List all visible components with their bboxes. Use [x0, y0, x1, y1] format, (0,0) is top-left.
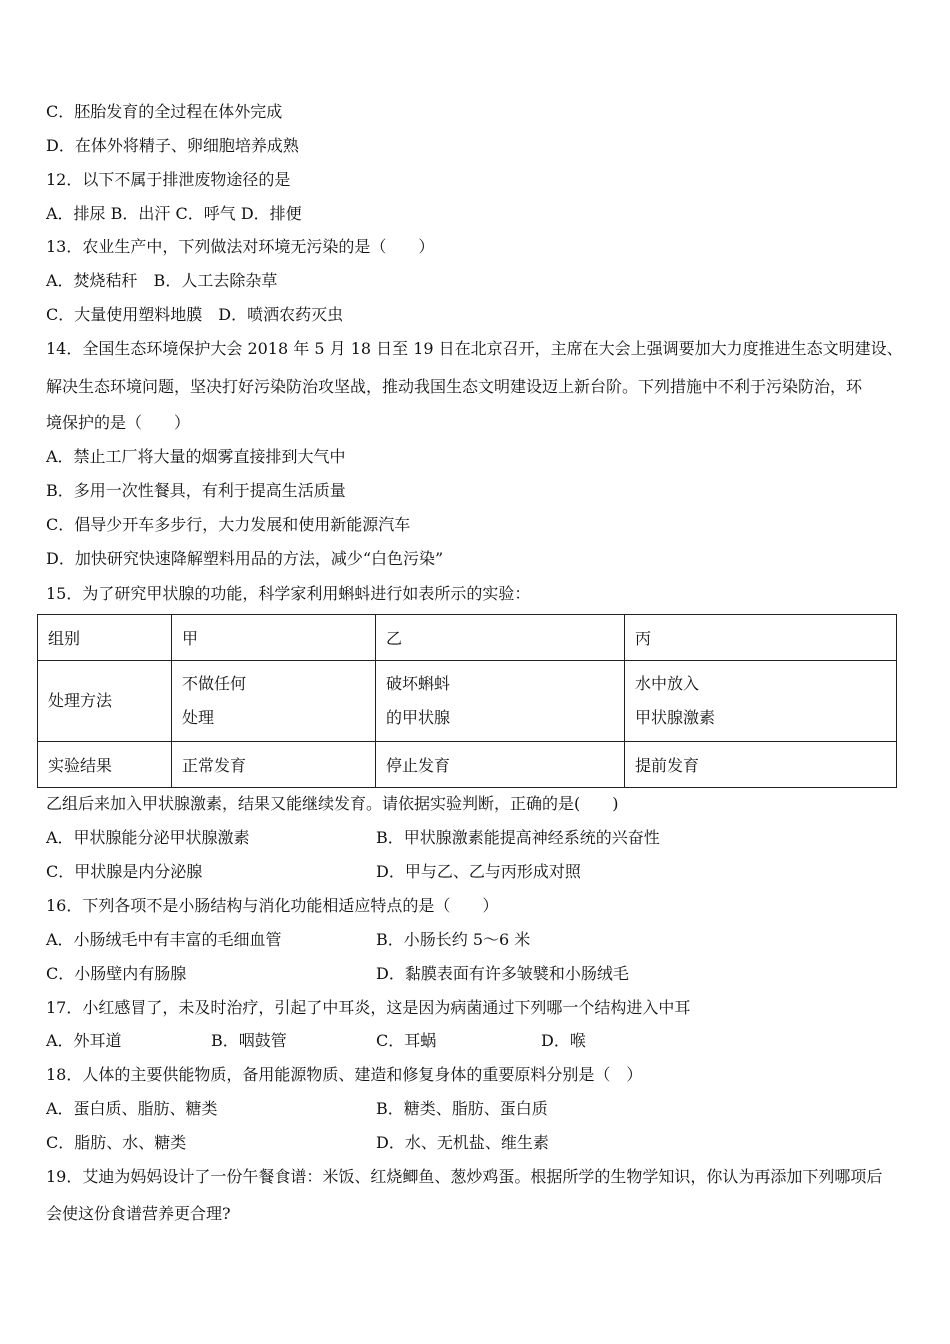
- q17-stem: 17．小红感冒了，未及时治疗，引起了中耳炎，这是因为病菌通过下列哪一个结构进入中耳: [46, 998, 691, 1017]
- q18-option-a: A．蛋白质、脂肪、糖类: [46, 1099, 218, 1118]
- q18-option-d: D．水、无机盐、维生素: [376, 1133, 549, 1152]
- table-cell: 停止发育: [376, 742, 625, 788]
- q15-option-b: B．甲状腺激素能提高神经系统的兴奋性: [376, 828, 660, 847]
- cell-line: 甲状腺激素: [635, 708, 716, 727]
- q16-stem: 16．下列各项不是小肠结构与消化功能相适应特点的是（ ）: [46, 896, 499, 915]
- table-row-method: [38, 661, 897, 742]
- q19-stem-line1: 19．艾迪为妈妈设计了一份午餐食谱：米饭、红烧鲫鱼、葱炒鸡蛋。根据所学的生物学知识，你认为再添加下列哪项后: [46, 1167, 883, 1186]
- q12-stem: 12．以下不属于排泄废物途径的是: [46, 170, 291, 189]
- table-cell: 乙: [376, 615, 625, 661]
- q14-option-a: A．禁止工厂将大量的烟雾直接排到大气中: [46, 447, 346, 466]
- q16-option-b: B．小肠长约 5～6 米: [376, 930, 531, 949]
- q14-option-c: C．倡导少开车多步行，大力发展和使用新能源汽车: [46, 515, 411, 534]
- cell-line: 的甲状腺: [386, 708, 451, 727]
- experiment-table: [37, 614, 897, 788]
- table-cell: 丙: [625, 615, 897, 661]
- q14-option-d: D．加快研究快速降解塑料用品的方法，减少“白色污染”: [46, 549, 444, 568]
- q13-options-ab: A．焚烧秸秆 B．人工去除杂草: [46, 271, 278, 290]
- table-cell: 实验结果: [38, 742, 172, 788]
- q16-option-c: C．小肠壁内有肠腺: [46, 964, 187, 983]
- q17-option-b: B．咽鼓管: [211, 1031, 287, 1050]
- q18-option-c: C．脂肪、水、糖类: [46, 1133, 187, 1152]
- table-cell: [172, 661, 376, 742]
- q15-stem: 15．为了研究甲状腺的功能，科学家利用蝌蚪进行如表所示的实验：: [46, 584, 531, 603]
- q17-option-a: A．外耳道: [46, 1031, 122, 1050]
- q15-followup: 乙组后来加入甲状腺激素，结果又能继续发育。请依据实验判断，正确的是( ): [46, 794, 619, 813]
- table-cell: [625, 661, 897, 742]
- q11-option-d: D．在体外将精子、卵细胞培养成熟: [46, 136, 299, 155]
- q13-stem: 13．农业生产中，下列做法对环境无污染的是（ ）: [46, 237, 435, 256]
- q18-stem: 18．人体的主要供能物质，备用能源物质、建造和修复身体的重要原料分别是（ ）: [46, 1065, 643, 1084]
- q14-stem-line3: 境保护的是（ ）: [46, 413, 191, 432]
- table-cell: 组别: [38, 615, 172, 661]
- q13-options-cd: C．大量使用塑料地膜 D．喷洒农药灭虫: [46, 305, 344, 324]
- table-row-result: [38, 742, 897, 788]
- table-cell: 处理方法: [38, 661, 172, 742]
- table-cell: 提前发育: [625, 742, 897, 788]
- cell-line: 水中放入: [635, 674, 700, 693]
- q14-stem-line1: 14．全国生态环境保护大会 2018 年 5 月 18 日至 19 日在北京召开，主席在大会上强调要加大力度推进生态文明建设、: [46, 339, 903, 358]
- q16-option-d: D．黏膜表面有许多皱襞和小肠绒毛: [376, 964, 629, 983]
- q17-option-d: D．喉: [541, 1031, 586, 1050]
- q17-option-c: C．耳蜗: [376, 1031, 437, 1050]
- cell-line: 不做任何: [182, 674, 247, 693]
- q14-stem-line2: 解决生态环境问题，坚决打好污染防治攻坚战，推动我国生态文明建设迈上新台阶。下列措施中不利于污染防治，环: [46, 377, 863, 396]
- q19-stem-line2: 会使这份食谱营养更合理?: [46, 1204, 231, 1223]
- q11-option-c: C．胚胎发育的全过程在体外完成: [46, 102, 283, 121]
- q14-option-b: B．多用一次性餐具，有利于提高生活质量: [46, 481, 346, 500]
- table-cell: 正常发育: [172, 742, 376, 788]
- q15-option-d: D．甲与乙、乙与丙形成对照: [376, 862, 581, 881]
- cell-line: 处理: [182, 708, 215, 727]
- q16-option-a: A．小肠绒毛中有丰富的毛细血管: [46, 930, 282, 949]
- table-header-row: [38, 615, 897, 661]
- q18-option-b: B．糖类、脂肪、蛋白质: [376, 1099, 548, 1118]
- q15-option-c: C．甲状腺是内分泌腺: [46, 862, 203, 881]
- table-cell: [376, 661, 625, 742]
- q15-option-a: A．甲状腺能分泌甲状腺激素: [46, 828, 250, 847]
- table-cell: 甲: [172, 615, 376, 661]
- q12-options: A．排尿 B．出汗 C．呼气 D．排便: [46, 204, 302, 223]
- cell-line: 破坏蝌蚪: [386, 674, 451, 693]
